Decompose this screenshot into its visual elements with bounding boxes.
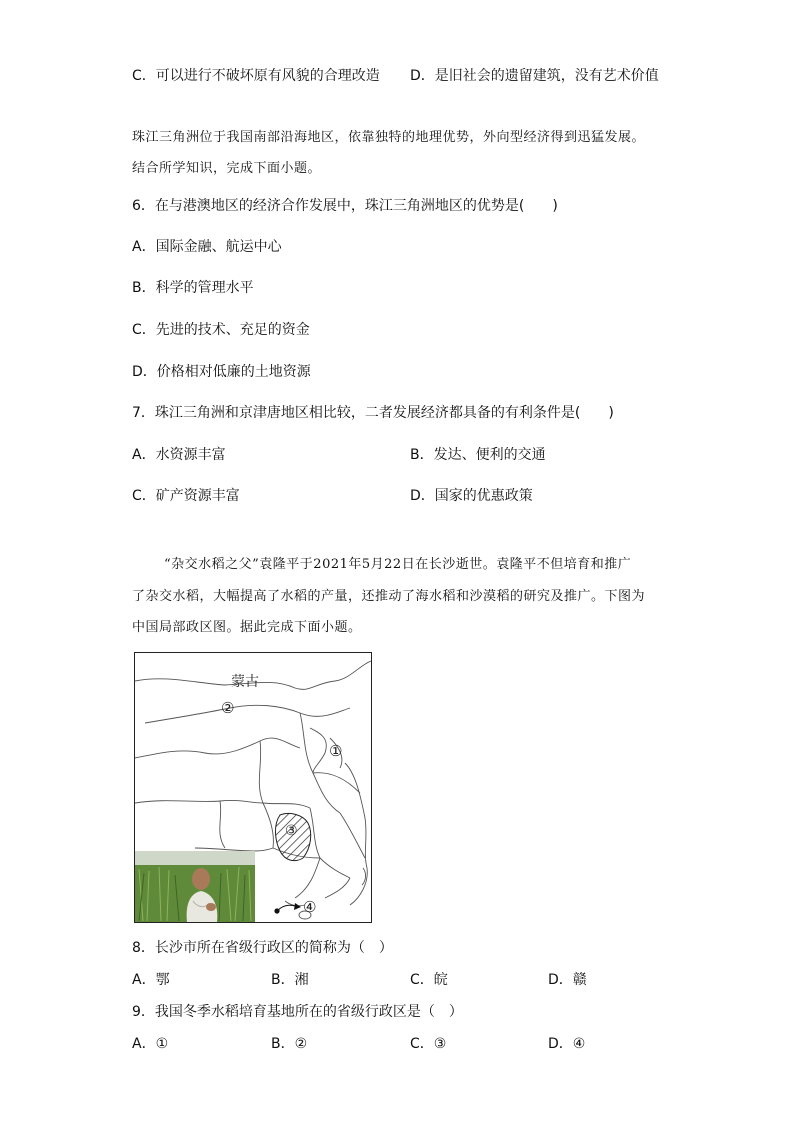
q5-option-d: D．是旧社会的遗留建筑，没有艺术价值 [410,68,659,84]
map-marker-3: ③ [285,823,298,839]
q7-option-a: A．水资源丰富 [132,447,226,463]
q8-option-d: D．赣 [548,972,587,988]
q8-option-a: A．鄂 [132,972,170,988]
q8-option-b: B．湘 [271,972,309,988]
q6-option-b: B．科学的管理水平 [132,280,254,296]
q7-option-c: C．矿产资源丰富 [132,488,240,504]
q8-stem: 8．长沙市所在省级行政区的简称为（ ） [132,940,393,956]
q6-stem: 6．在与港澳地区的经济合作发展中，珠江三角洲地区的优势是( ) [132,198,558,214]
map-marker-1: ① [329,742,343,760]
q7-option-b: B．发达、便利的交通 [410,447,546,463]
q5-option-c: C．可以进行不破坏原有风貌的合理改造 [132,68,380,84]
passage1-line1: 珠江三角洲位于我国南部沿海地区，依靠独特的地理优势，外向型经济得到迅猛发展。 [132,130,646,145]
yuan-longping-photo [135,851,255,922]
map-marker-2: ② [221,699,235,717]
q7-option-d: D．国家的优惠政策 [410,488,533,504]
q9-option-d: D．④ [548,1036,586,1052]
q9-option-a: A．① [132,1036,169,1052]
map-marker-4: ④ [303,898,317,916]
q7-stem: 7．珠江三角洲和京津唐地区相比较，二者发展经济都具备的有利条件是( ) [132,405,614,421]
map-label-mongolia: 蒙古 [231,674,259,690]
q9-option-b: B．② [271,1036,308,1052]
china-partial-map [134,652,372,923]
q9-option-c: C．③ [410,1036,447,1052]
passage2-line1: “杂交水稻之父”袁隆平于2021年5月22日在长沙逝世。袁隆平不但培育和推广 [164,557,632,572]
passage1-line2: 结合所学知识，完成下面小题。 [132,161,322,176]
passage2-line2: 了杂交水稻，大幅提高了水稻的产量，还推动了海水稻和沙漠稻的研究及推广。下图为 [132,589,646,604]
photo-drawing [135,851,255,922]
q6-option-d: D．价格相对低廉的土地资源 [132,364,311,380]
q9-stem: 9．我国冬季水稻培育基地所在的省级行政区是（ ） [132,1004,463,1020]
passage2-line3: 中国局部政区图。据此完成下面小题。 [132,620,362,635]
q6-option-c: C．先进的技术、充足的资金 [132,322,310,338]
q6-option-a: A．国际金融、航运中心 [132,239,282,255]
q8-option-c: C．皖 [410,972,448,988]
